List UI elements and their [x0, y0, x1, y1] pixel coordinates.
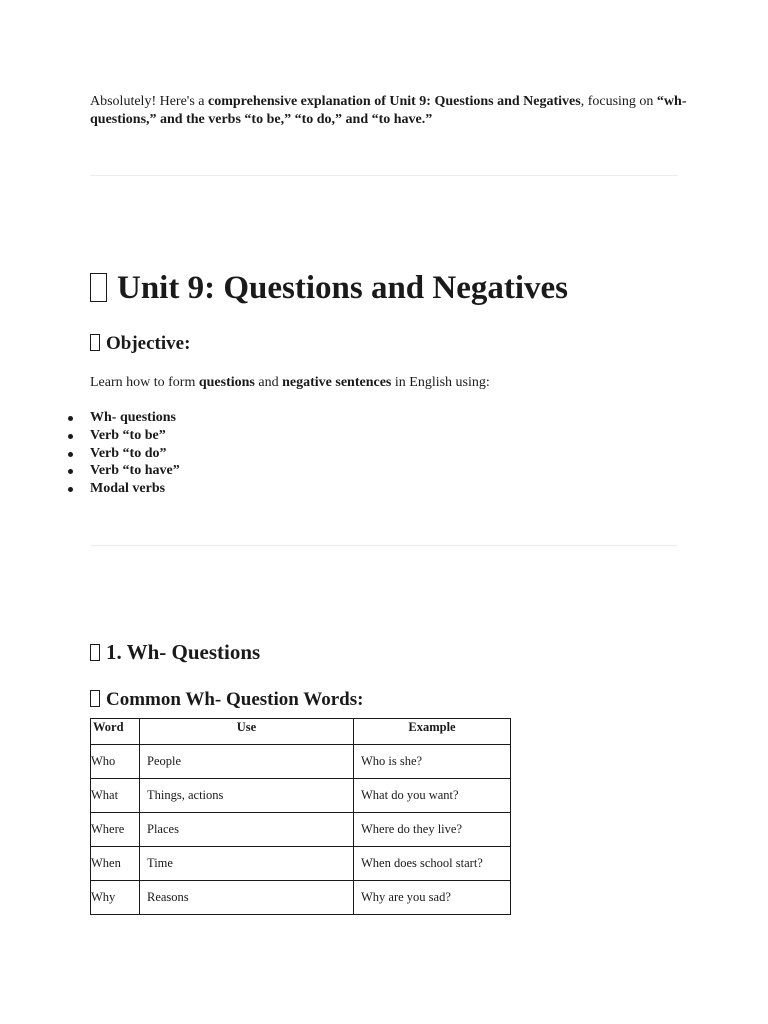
- objective-text: Learn how to form: [90, 375, 199, 390]
- missing-glyph-icon: [90, 644, 100, 661]
- wh-questions-heading-text: 1. Wh- Questions: [106, 640, 261, 664]
- cell-word: What: [91, 779, 140, 813]
- missing-glyph-icon: [90, 690, 100, 707]
- intro-text: , focusing on: [580, 94, 657, 109]
- intro-bold-focus: “wh- questions,” and the verbs “to be,” “to do,” and “to have.”: [90, 94, 687, 127]
- list-item: Verb “to have”: [90, 463, 180, 479]
- common-words-heading-text: Common Wh- Question Words:: [106, 689, 364, 710]
- table-header-row: [91, 719, 511, 745]
- table-row: [91, 813, 511, 847]
- wh-questions-heading: [90, 638, 260, 666]
- objective-heading: [90, 332, 190, 356]
- cell-word: Who: [91, 745, 140, 779]
- list-item: Verb “to be”: [90, 427, 180, 445]
- intro-bold-topic: comprehensive explanation of Unit 9: Questions and Negatives: [208, 94, 581, 109]
- topics-list: [90, 409, 180, 498]
- objective-text: and: [254, 375, 283, 390]
- missing-glyph-icon: [90, 273, 107, 302]
- column-header-word: Word: [91, 719, 140, 745]
- table-row: [91, 745, 511, 779]
- horizontal-divider: [90, 175, 678, 176]
- cell-use: Time: [140, 847, 354, 881]
- horizontal-divider: [90, 545, 678, 546]
- cell-word: Why: [91, 881, 140, 915]
- cell-word: Where: [91, 813, 140, 847]
- unit-title: [90, 268, 568, 308]
- table-row: [91, 847, 511, 881]
- cell-example: Why are you sad?: [354, 881, 511, 915]
- column-header-example: Example: [354, 719, 511, 745]
- intro-text: Absolutely! Here's a: [90, 94, 208, 109]
- objective-text: in English using:: [391, 375, 490, 390]
- table-row: [91, 779, 511, 813]
- table-row: [91, 881, 511, 915]
- cell-use: People: [140, 745, 354, 779]
- cell-use: Reasons: [140, 881, 354, 915]
- intro-paragraph: [90, 93, 690, 129]
- wh-words-table: [90, 718, 511, 915]
- column-header-use: Use: [140, 719, 354, 745]
- cell-example: Who is she?: [354, 745, 511, 779]
- missing-glyph-icon: [90, 334, 100, 351]
- cell-example: Where do they live?: [354, 813, 511, 847]
- cell-use: Places: [140, 813, 354, 847]
- objective-bold-negatives: negative sentences: [282, 375, 392, 390]
- cell-example: When does school start?: [354, 847, 511, 881]
- cell-example: What do you want?: [354, 779, 511, 813]
- list-item: Verb “to do”: [90, 445, 180, 463]
- objective-heading-text: Objective:: [106, 333, 191, 354]
- list-item: Modal verbs: [90, 480, 180, 498]
- cell-word: When: [91, 847, 140, 881]
- list-item: Wh- questions: [90, 409, 180, 427]
- objective-paragraph: [90, 374, 490, 392]
- unit-title-text: Unit 9: Questions and Negatives: [117, 270, 569, 306]
- objective-bold-questions: questions: [198, 375, 255, 390]
- common-words-heading: [90, 688, 363, 712]
- cell-use: Things, actions: [140, 779, 354, 813]
